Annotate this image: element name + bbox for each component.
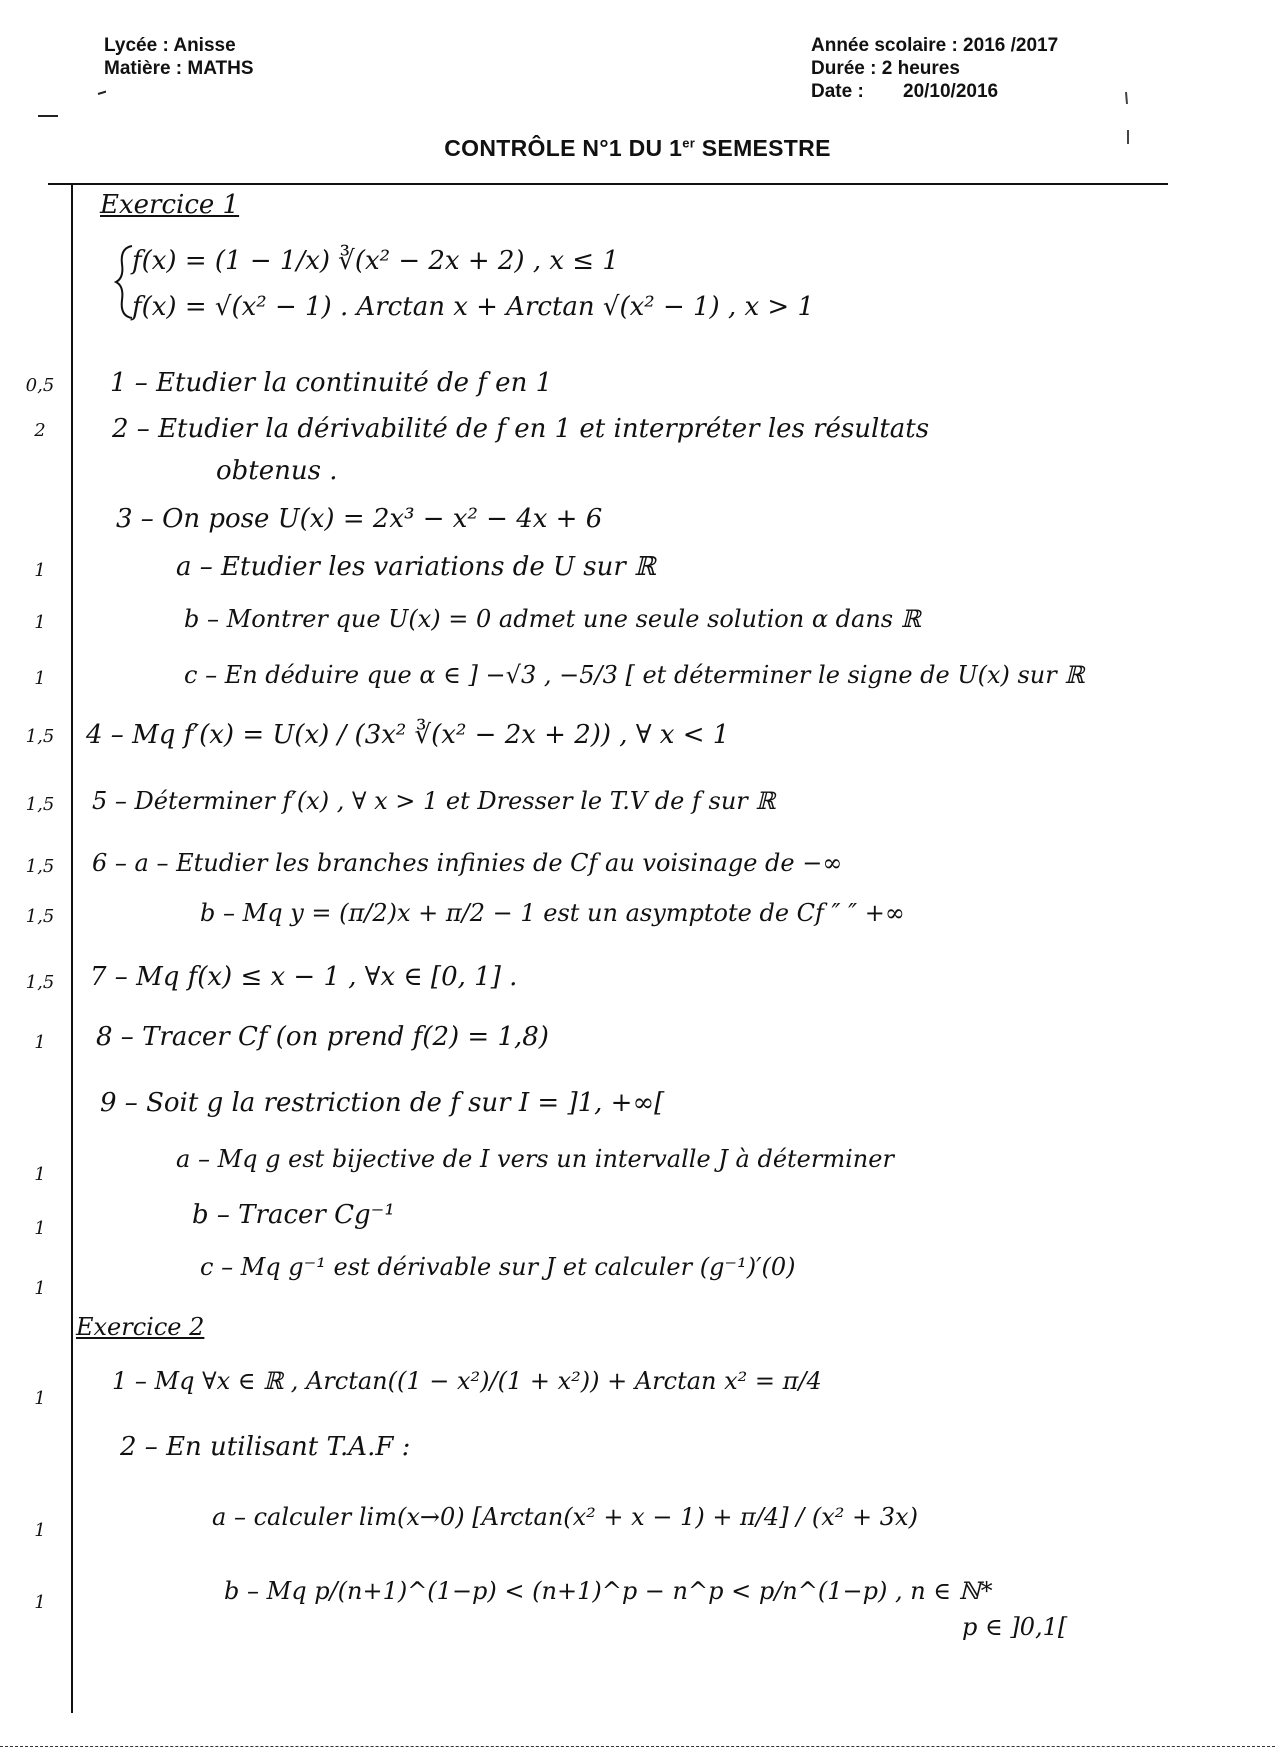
pen-mark-left — [36, 86, 106, 126]
top-rule — [48, 183, 1168, 185]
exercise2-q2a: a – calculer lim(x→0) [Arctan(x² + x − 1) + π/4] / (x² + 3x) — [212, 1503, 918, 1531]
mark-q2: 2 — [34, 420, 46, 441]
mark-q3b: 1 — [34, 612, 46, 633]
date-value: 20/10/2016 — [903, 81, 999, 102]
mark-q9c: 1 — [34, 1278, 46, 1299]
mark-q3c: 1 — [34, 668, 46, 689]
date-line — [811, 80, 1058, 103]
header-right — [811, 34, 1058, 103]
exercise1-q9c: c – Mq g⁻¹ est dérivable sur J et calculer (g⁻¹)′(0) — [200, 1253, 796, 1281]
exercise1-heading: Exercice 1 — [100, 190, 240, 220]
mark-q3a: 1 — [34, 560, 46, 581]
exercise1-q3: 3 – On pose U(x) = 2x³ − x² − 4x + 6 — [116, 504, 603, 534]
mark-q1: 0,5 — [25, 375, 55, 396]
page-title — [0, 135, 1275, 162]
duration-line: Durée : 2 heures — [811, 58, 960, 79]
exercise2-q2: 2 – En utilisant T.A.F : — [120, 1432, 411, 1462]
exercise1-q5: 5 – Déterminer f′(x) , ∀ x > 1 et Dresser le T.V de f sur ℝ — [92, 787, 776, 815]
exercise1-q7: 7 – Mq f(x) ≤ x − 1 , ∀x ∈ [0, 1] . — [90, 962, 518, 992]
exercise1-q2: 2 – Etudier la dérivabilité de f en 1 et interpréter les résultats — [112, 414, 930, 444]
exercise2-heading: Exercice 2 — [76, 1313, 205, 1341]
mark-q6b: 1,5 — [25, 906, 55, 927]
mark-q9a: 1 — [34, 1164, 46, 1185]
exercise1-q2-cont: obtenus . — [216, 456, 338, 486]
exercise1-def1: f(x) = (1 − 1/x) ∛(x² − 2x + 2) , x ≤ 1 — [132, 246, 619, 276]
mark-ex2-q1: 1 — [34, 1388, 46, 1409]
title-sup: er — [682, 135, 696, 151]
exercise2-q1: 1 – Mq ∀x ∈ ℝ , Arctan((1 − x²)/(1 + x²)) + Arctan x² = π/4 — [112, 1367, 822, 1395]
exercise1-q8: 8 – Tracer Cf (on prend f(2) = 1,8) — [96, 1022, 549, 1052]
exercise1-q3b: b – Montrer que U(x) = 0 admet une seule solution α dans ℝ — [184, 605, 921, 633]
exercise1-q4: 4 – Mq f′(x) = U(x) / (3x² ∛(x² − 2x + 2)) , ∀ x < 1 — [86, 720, 730, 750]
mark-q6a: 1,5 — [25, 856, 55, 877]
bottom-rule — [0, 1746, 1275, 1747]
year-line: Année scolaire : 2016 /2017 — [811, 35, 1059, 56]
exercise1-q9b: b – Tracer Cg⁻¹ — [192, 1200, 395, 1230]
mark-q8: 1 — [34, 1032, 46, 1053]
exercise1-q9a: a – Mq g est bijective de I vers un intervalle J à déterminer — [176, 1145, 894, 1173]
exercise1-q9: 9 – Soit g la restriction de f sur I = ]1, +∞[ — [100, 1088, 665, 1118]
header-left — [104, 34, 254, 80]
exercise1-q3c: c – En déduire que α ∈ ] −√3 , −5/3 [ et déterminer le signe de U(x) sur ℝ — [184, 661, 1085, 689]
mark-q7: 1,5 — [25, 972, 55, 993]
exercise1-def2: f(x) = √(x² − 1) . Arctan x + Arctan √(x² − 1) , x > 1 — [132, 292, 815, 322]
mark-ex2-q2b: 1 — [34, 1592, 46, 1613]
exercise1-q6b: b – Mq y = (π/2)x + π/2 − 1 est un asymptote de Cf ″ ″ +∞ — [200, 899, 905, 927]
date-label: Date : — [811, 81, 864, 102]
exercise2-q2b-condition: p ∈ ]0,1[ — [962, 1613, 1068, 1641]
mark-q4: 1,5 — [25, 726, 55, 747]
mark-q5: 1,5 — [25, 794, 55, 815]
school-line: Lycée : Anisse — [104, 35, 236, 56]
mark-q9b: 1 — [34, 1218, 46, 1239]
title-rest: SEMESTRE — [695, 135, 831, 161]
title-main: CONTRÔLE N°1 DU 1 — [444, 135, 683, 161]
margin-line — [71, 183, 73, 1713]
exercise2-q2b: b – Mq p/(n+1)^(1−p) < (n+1)^p − n^p < p/n^(1−p) , n ∈ ℕ* — [224, 1577, 993, 1605]
subject-line: Matière : MATHS — [104, 58, 254, 79]
exercise1-q1: 1 – Etudier la continuité de f en 1 — [110, 368, 553, 398]
exercise1-q6a: 6 – a – Etudier les branches infinies de Cf au voisinage de −∞ — [92, 849, 843, 877]
mark-ex2-q2a: 1 — [34, 1520, 46, 1541]
exercise1-q3a: a – Etudier les variations de U sur ℝ — [176, 552, 656, 582]
